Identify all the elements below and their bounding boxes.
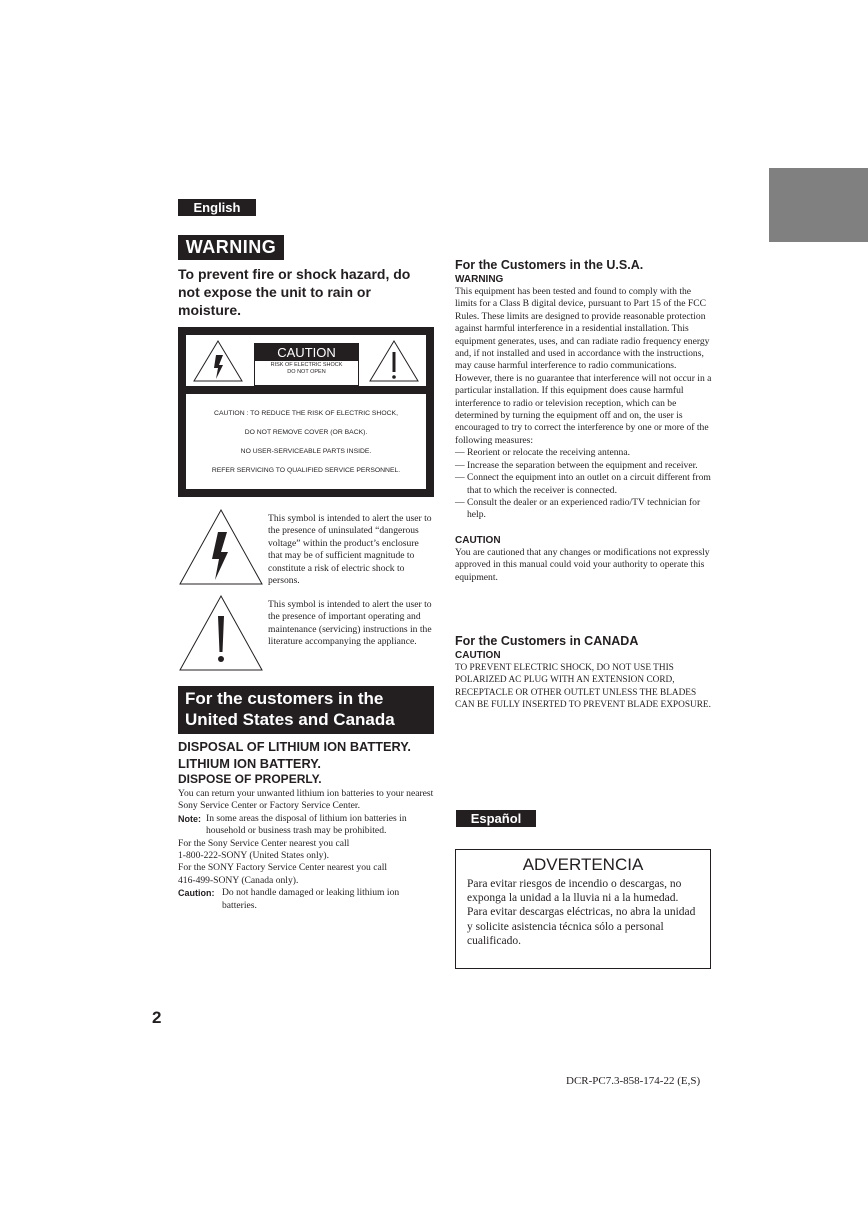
caution-box-header: CAUTION xyxy=(255,344,358,361)
us-canada-heading-line-1: For the customers in the xyxy=(185,689,384,708)
caution-box-subline-2: DO NOT OPEN xyxy=(287,369,326,375)
usa-heading: For the Customers in the U.S.A. xyxy=(455,258,644,272)
usa-caution-label: CAUTION xyxy=(455,534,501,546)
list-item: — Increase the separation between the equipment and receiver. xyxy=(455,459,698,471)
list-item: — Reorient or relocate the receiving antenna. xyxy=(455,447,631,459)
battery-disposal-heading xyxy=(178,738,438,772)
exclamation-symbol-description: This symbol is intended to alert the user to the presence of important operating and maintenance (servicing) instructions in the literature accompanying the appliance. xyxy=(268,599,432,648)
battery-return-text: You can return your unwanted lithium ion batteries to your nearest Sony Service Center or Factory Service Center. xyxy=(178,788,434,812)
factory-center-line: For the SONY Factory Service Center nearest you call xyxy=(178,862,388,874)
us-canada-heading-line-2: United States and Canada xyxy=(185,710,395,729)
usa-caution-text: You are cautioned that any changes or modifications not expressly approved in this manual could void your authority to operate this equipment. xyxy=(455,546,710,583)
measure-text: Connect the equipment into an outlet on a circuit different from that to which the receiver is connected. xyxy=(467,472,711,496)
advertencia-text-1: Para evitar riesgos de incendio o descargas, no exponga la unidad a la lluvia ni a la humedad. xyxy=(467,878,682,905)
canada-heading: For the Customers in CANADA xyxy=(455,634,639,648)
measure-text: Increase the separation between the equipment and receiver. xyxy=(467,459,698,471)
service-center-line: For the Sony Service Center nearest you call xyxy=(178,837,350,849)
advertencia-box xyxy=(455,849,711,969)
caution-label-top-panel xyxy=(186,335,426,386)
factory-center-phone: 416-499-SONY (Canada only). xyxy=(178,874,299,886)
battery-caution-label: Caution: xyxy=(178,888,215,899)
canada-caution-label: CAUTION xyxy=(455,650,501,661)
service-center-phone: 1-800-222-SONY (United States only). xyxy=(178,850,329,862)
warning-label: WARNING xyxy=(178,235,284,260)
battery-disposal-body xyxy=(178,788,436,912)
caution-label-graphic xyxy=(178,327,434,497)
important-instructions-icon xyxy=(178,594,264,672)
warning-text: To prevent fire or shock hazard, do not expose the unit to rain or moisture. xyxy=(178,266,411,318)
caution-label-bottom-panel xyxy=(186,394,426,489)
caution-label-line-3: NO USER-SERVICEABLE PARTS INSIDE. xyxy=(240,448,372,455)
list-item: — Connect the equipment into an outlet on a circuit different from that to which the receiver is connected. xyxy=(455,472,711,496)
document-code: DCR-PC7.3-858-174-22 (E,S) xyxy=(566,1075,701,1087)
measure-text: Reorient or relocate the receiving antenna. xyxy=(467,447,631,459)
dangerous-voltage-icon xyxy=(178,508,264,586)
caution-label-line-2: DO NOT REMOVE COVER (OR BACK). xyxy=(244,429,368,436)
english-language-tag: English xyxy=(178,199,256,216)
note-label: Note: xyxy=(178,813,201,824)
battery-disposal-line-1: DISPOSAL OF LITHIUM ION BATTERY. xyxy=(178,739,411,754)
caution-label-line-1: CAUTION : TO REDUCE THE RISK OF ELECTRIC SHOCK, xyxy=(214,410,398,417)
voltage-symbol-description: This symbol is intended to alert the user to the presence of uninsulated “dangerous voltage” within the product’s enclosure that may be of sufficient magnitude to constitute a risk of electric shock to persons. xyxy=(268,513,432,587)
canada-caution-text: TO PREVENT ELECTRIC SHOCK, DO NOT USE THIS POLARIZED AC PLUG WITH AN EXTENSION CORD, RECEPTACLE OR OTHER OUTLET UNLESS THE BLADES CAN BE FULLY INSERTED TO PREVENT BLADE EXPOSURE. xyxy=(455,663,711,711)
usa-section xyxy=(455,258,713,584)
caution-box-subline-1: RISK OF ELECTRIC SHOCK xyxy=(270,362,343,368)
us-canada-heading xyxy=(178,686,434,734)
battery-note xyxy=(178,813,436,838)
measure-text: Consult the dealer or an experienced radio/TV technician for help. xyxy=(467,496,701,521)
advertencia-text-2: Para evitar descargas eléctricas, no abra la unidad y solicite asistencia técnica sólo a personal cualificado. xyxy=(467,906,696,947)
page-number: 2 xyxy=(152,1008,162,1027)
battery-caution xyxy=(178,887,436,912)
battery-caution-text: Do not handle damaged or leaking lithium ion batteries. xyxy=(222,887,400,911)
exclamation-warning-icon xyxy=(368,339,420,383)
canada-section xyxy=(455,634,713,712)
caution-box xyxy=(254,343,359,386)
section-thumb-tab xyxy=(769,168,868,242)
dispose-properly-heading: DISPOSE OF PROPERLY. xyxy=(178,772,322,786)
list-item: — Consult the dealer or an experienced radio/TV technician for help. xyxy=(455,496,701,521)
note-text: In some areas the disposal of lithium ion batteries in household or business trash may be prohibited. xyxy=(206,812,407,837)
lightning-warning-icon xyxy=(192,339,244,383)
battery-disposal-line-2: LITHIUM ION BATTERY. xyxy=(178,756,321,771)
usa-measures-list xyxy=(455,447,713,521)
espanol-language-tag: Español xyxy=(456,810,536,827)
advertencia-title: ADVERTENCIA xyxy=(522,855,644,874)
caution-label-line-4: REFER SERVICING TO QUALIFIED SERVICE PERSONNEL. xyxy=(211,467,401,474)
usa-fcc-paragraph: This equipment has been tested and found to comply with the limits for a Class B digital device, pursuant to Part 15 of the FCC Rules. These limits are designed to provide reasonable protection against harmful interference in a residential installation. This equipment generates, uses, and can radiate radio frequency energy and, if not installed and used in accordance with the instructions, may cause harmful interference to radio communications. However, there is no guarantee that interference will not occur in a particular installation. If this equipment does cause harmful interference to radio or television reception, which can be determined by turning the equipment off and on, the user is encouraged to try to correct the interference by one or more of the following measures: xyxy=(455,286,712,446)
usa-warning-label: WARNING xyxy=(455,274,504,285)
